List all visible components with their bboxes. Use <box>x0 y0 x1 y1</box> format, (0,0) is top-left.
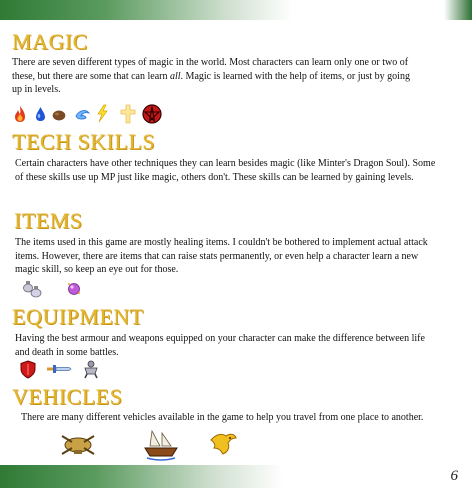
magic-text-part1: There are seven different types of magic in the world. Most characters can learn only one or two of these, but there are some that can learn <box>12 57 409 82</box>
equipment-icons-row <box>20 360 120 380</box>
tech-skills-paragraph: Certain characters have other techniques they can learn besides magic (like Minter's Dragon Soul). Some of these skills use up MP just like magic, others don't. These skills can be learned by gaining levels. <box>15 158 436 183</box>
vehicles-icons-row <box>58 428 258 448</box>
water-magic-icon <box>35 106 46 122</box>
items-paragraph: The items used in this game are mostly healing items. I couldn't be bothered to implement actual attack items. However, there are items that can raise stats permanently, or even help a character learn a new magic skill, so keep an eye out for those. <box>15 237 428 275</box>
shield-icon <box>20 360 36 379</box>
equipment-paragraph: Having the best armour and weapons equipped on your character can make the difference between life and death in some battles. <box>15 333 425 358</box>
holy-cross-icon <box>120 104 136 124</box>
earth-magic-icon <box>52 109 66 121</box>
magic-text-emphasis: all <box>169 70 181 82</box>
top-corner-accent <box>444 0 472 20</box>
items-icons-row <box>22 280 102 300</box>
vehicles-paragraph: There are many different vehicles available in the game to help you travel from one place to another. <box>21 412 424 423</box>
magic-text-part2: . Magic is learned with the help of items, or just by going up in levels. <box>12 70 410 95</box>
magic-heading: MAGIC <box>12 29 88 54</box>
lightning-magic-icon <box>95 104 109 123</box>
top-header-band <box>0 0 472 20</box>
vehicles-heading: VEHICLES <box>12 384 123 409</box>
dark-pentagram-icon <box>142 104 162 124</box>
magic-paragraph <box>12 56 412 97</box>
bottom-corner-panel <box>400 465 472 488</box>
sailing-ship-icon <box>142 428 180 462</box>
tech-skills-heading: TECH SKILLS <box>12 129 155 154</box>
equipment-heading: EQUIPMENT <box>12 304 144 329</box>
potion-bottles-icon <box>22 280 44 298</box>
airship-icon <box>58 428 98 462</box>
fire-magic-icon <box>14 105 26 123</box>
sword-icon <box>46 364 72 374</box>
wind-magic-icon <box>74 107 92 121</box>
armor-icon <box>82 360 100 379</box>
phoenix-bird-icon <box>208 430 238 458</box>
magic-icons-row <box>12 104 192 124</box>
page-number: 6 <box>450 468 458 484</box>
items-heading: ITEMS <box>14 208 83 233</box>
magic-orb-icon <box>66 281 82 297</box>
